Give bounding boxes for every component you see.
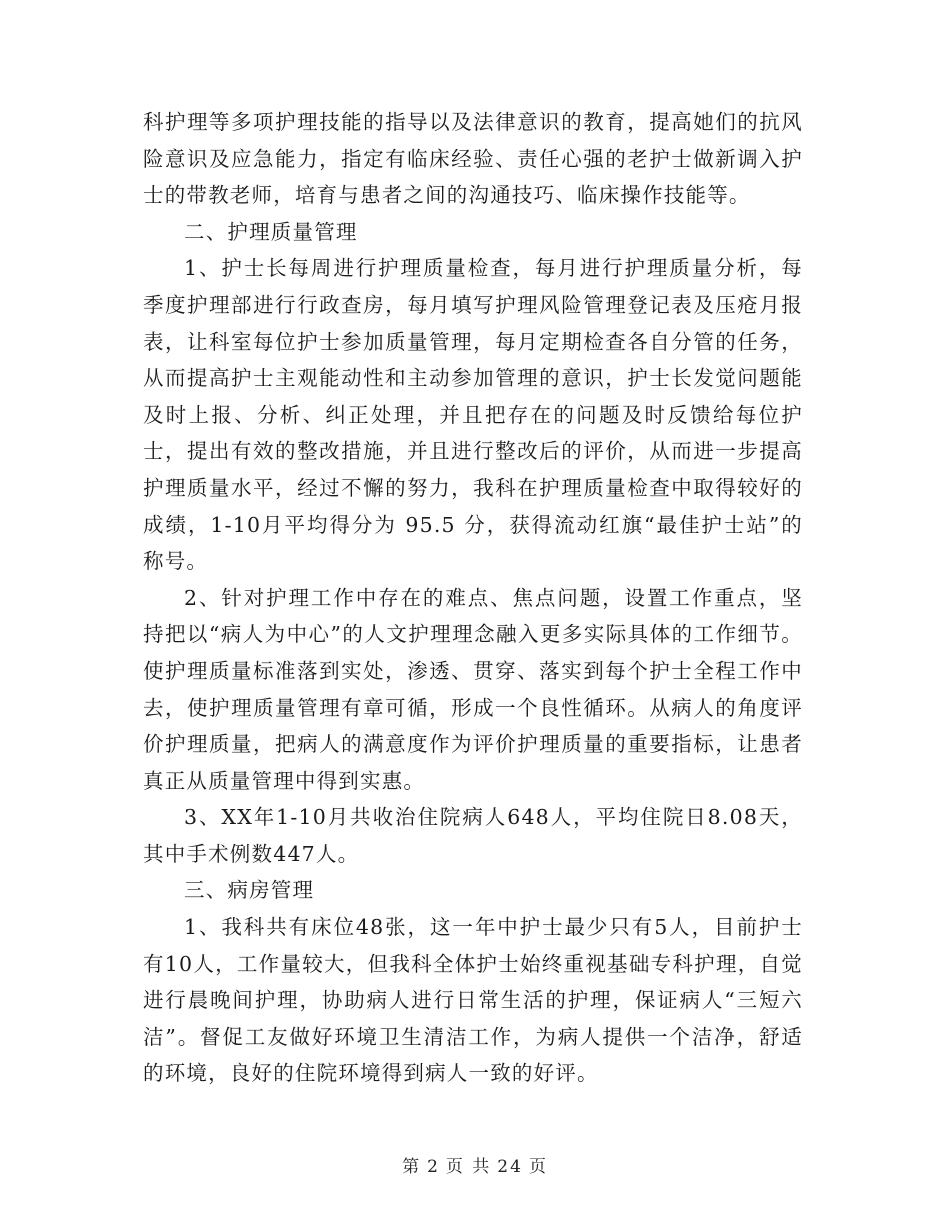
footer-total-pages: 24 (497, 1157, 523, 1177)
section-heading-nursing-quality: 二、护理质量管理 (184, 219, 358, 244)
paragraph-ward-beds: 1、我科共有床位48张，这一年中护士最少只有5人，目前护士有10人，工作量较大，但我科全体护士始终重视基础专科护理，自觉进行晨晚间护理，协助病人进行日常生活的护理，保证病人“三短六洁”。督促工友做好环境卫生清洁工作，为病人提供一个洁净，舒适的环境，良好的住院环境得到病人一致的好评。 (143, 915, 803, 1086)
footer-suffix: 页 (528, 1157, 548, 1177)
page-footer (0, 1152, 950, 1177)
paragraph-patient-centered: 2、针对护理工作中存在的难点、焦点问题，设置工作重点，坚持把以“病人为中心”的人文护理理念融入更多实际具体的工作细节。使护理质量标准落到实处，渗透、贯穿、落实到每个护士全程工作中去，使护理质量管理有章可循，形成一个良性循环。从病人的角度评价护理质量，把病人的满意度作为评价护理质量的重要指标，让患者真正从质量管理中得到实惠。 (143, 585, 803, 793)
paragraph-admission-stats: 3、XX年1-10月共收治住院病人648人，平均住院日8.08天，其中手术例数447人。 (143, 805, 803, 866)
paragraph-quality-inspection: 1、护士长每周进行护理质量检查，每月进行护理质量分析，每季度护理部进行行政查房，每月填写护理风险管理登记表及压疮月报表，让科室每位护士参加质量管理，每月定期检查各自分管的任务，从而提高护士主观能动性和主动参加管理的意识，护士长发觉问题能及时上报、分析、纠正处理，并且把存在的问题及时反馈给每位护士，提出有效的整改措施，并且进行整改后的评价，从而进一步提高护理质量水平，经过不懈的努力，我科在护理质量检查中取得较好的成绩，1-10月平均得分为 95.5 分，获得流动红旗“最佳护士站”的称号。 (143, 256, 803, 574)
document-body (143, 104, 803, 1092)
footer-middle: 页 共 (445, 1157, 492, 1177)
paragraph-continuation: 科护理等多项护理技能的指导以及法律意识的教育，提高她们的抗风险意识及应急能力，指定有临床经验、责任心强的老护士做新调入护士的带教老师，培育与患者之间的沟通技巧、临床操作技能等。 (143, 110, 803, 208)
footer-page-number: 2 (427, 1157, 440, 1177)
footer-prefix: 第 (402, 1157, 422, 1177)
section-heading-ward-management: 三、病房管理 (184, 878, 315, 903)
